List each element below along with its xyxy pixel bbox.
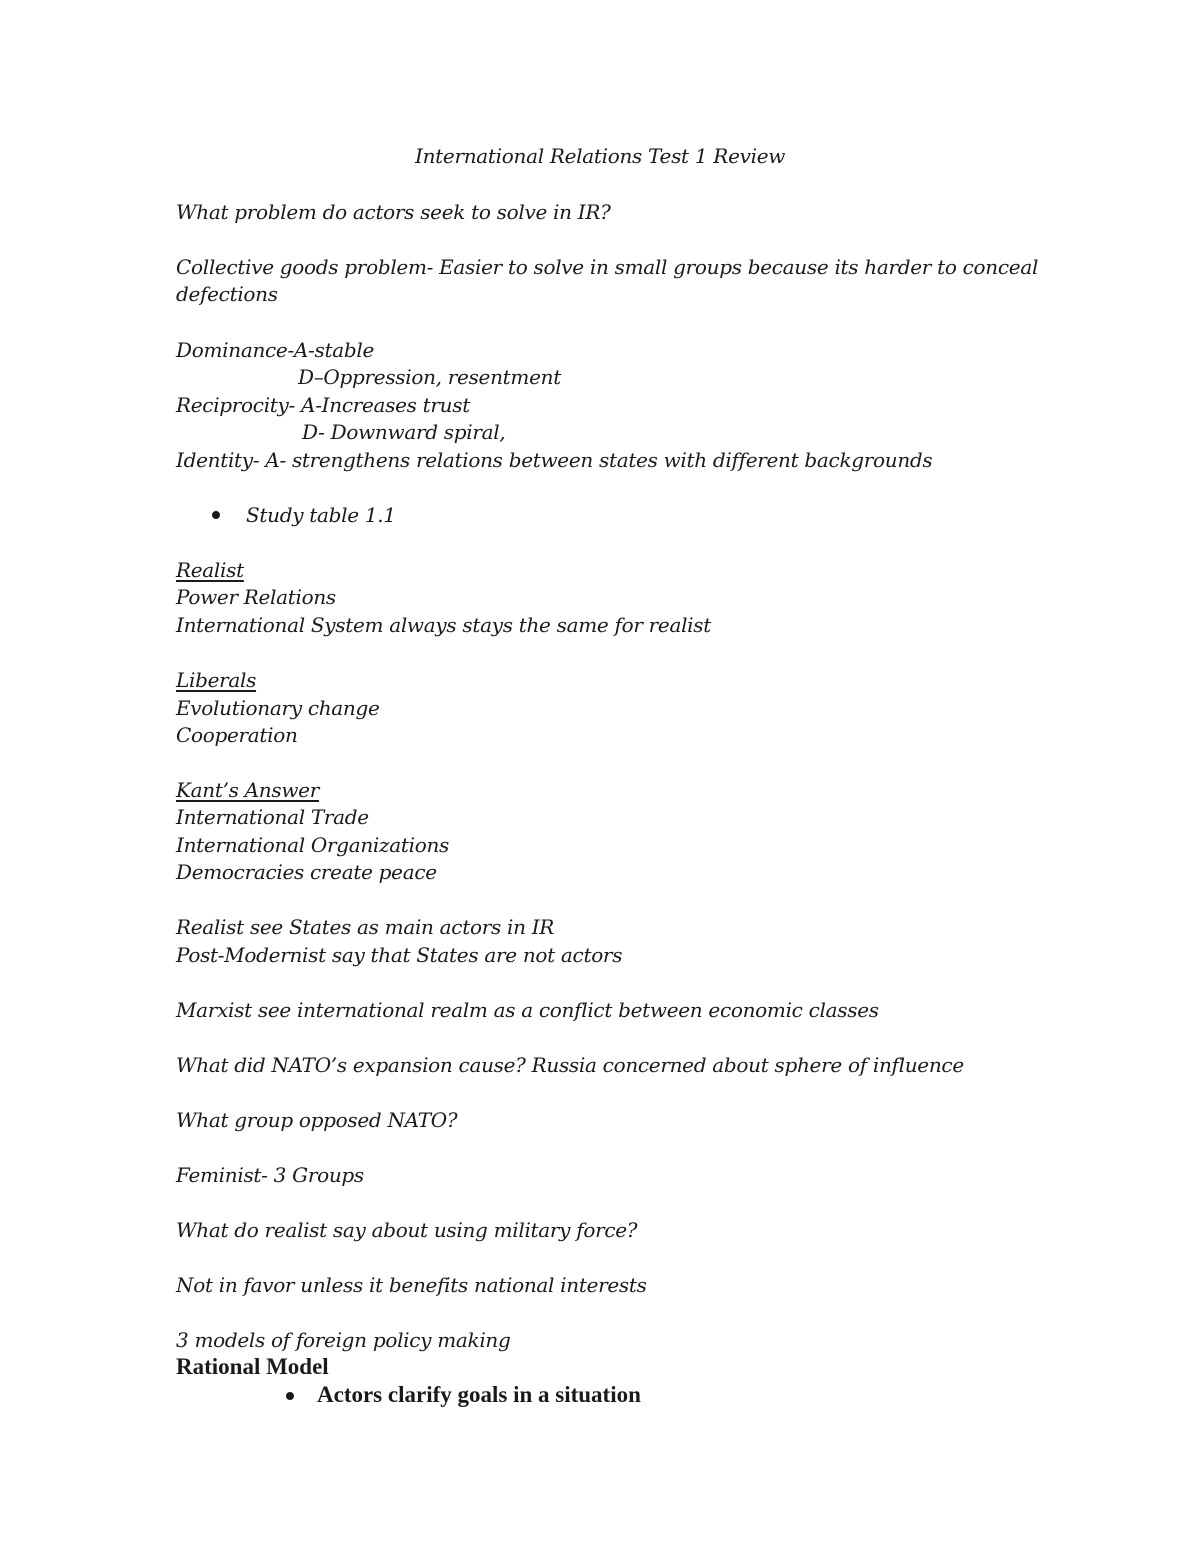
marxist-line: Marxist see international realm as a conflict between economic classes bbox=[176, 998, 879, 1022]
foreign-policy-models-line: 3 models of foreign policy making bbox=[176, 1328, 511, 1352]
realist-item: International System always stays the same for realist bbox=[176, 613, 711, 637]
feminist-line: Feminist- 3 Groups bbox=[176, 1163, 364, 1187]
kant-heading: Kant’s Answer bbox=[176, 778, 319, 802]
reciprocity-disadvantage: D- Downward spiral, bbox=[302, 420, 506, 444]
military-force-answer: Not in favor unless it benefits national interests bbox=[176, 1273, 647, 1297]
rational-model-bullet: Actors clarify goals in a situation bbox=[317, 1382, 641, 1407]
realist-actors-line: Realist see States as main actors in IR bbox=[176, 915, 555, 939]
kant-item: International Trade bbox=[176, 805, 369, 829]
question-actors-problem: What problem do actors seek to solve in IR? bbox=[176, 200, 611, 224]
realist-heading: Realist bbox=[176, 558, 244, 582]
study-table-note: Study table 1.1 bbox=[246, 503, 396, 527]
postmodernist-actors-line: Post-Modernist say that States are not actors bbox=[176, 943, 623, 967]
page-title: International Relations Test 1 Review bbox=[415, 144, 786, 168]
kant-item: International Organizations bbox=[176, 833, 449, 857]
nato-opposition-question: What group opposed NATO? bbox=[176, 1108, 458, 1132]
nato-expansion-question: What did NATO’s expansion cause? Russia concerned about sphere of influence bbox=[176, 1053, 964, 1077]
reciprocity-advantage: Reciprocity- A-Increases trust bbox=[176, 393, 470, 417]
rational-model-heading: Rational Model bbox=[176, 1354, 329, 1379]
dominance-advantage: Dominance-A-stable bbox=[176, 338, 374, 362]
answer-collective-goods-line-1: Collective goods problem- Easier to solve in small groups because its harder to conceal bbox=[176, 255, 1039, 279]
bullet-icon bbox=[286, 1392, 294, 1400]
liberals-item: Evolutionary change bbox=[176, 696, 380, 720]
military-force-question: What do realist say about using military force? bbox=[176, 1218, 638, 1242]
answer-collective-goods-line-2: defections bbox=[176, 282, 278, 306]
identity-advantage: Identity- A- strengthens relations between states with different backgrounds bbox=[176, 448, 933, 472]
liberals-item: Cooperation bbox=[176, 723, 298, 747]
bullet-icon bbox=[212, 511, 220, 519]
dominance-disadvantage: D–Oppression, resentment bbox=[298, 365, 561, 389]
kant-item: Democracies create peace bbox=[176, 860, 437, 884]
liberals-heading: Liberals bbox=[176, 668, 257, 692]
realist-item: Power Relations bbox=[176, 585, 336, 609]
